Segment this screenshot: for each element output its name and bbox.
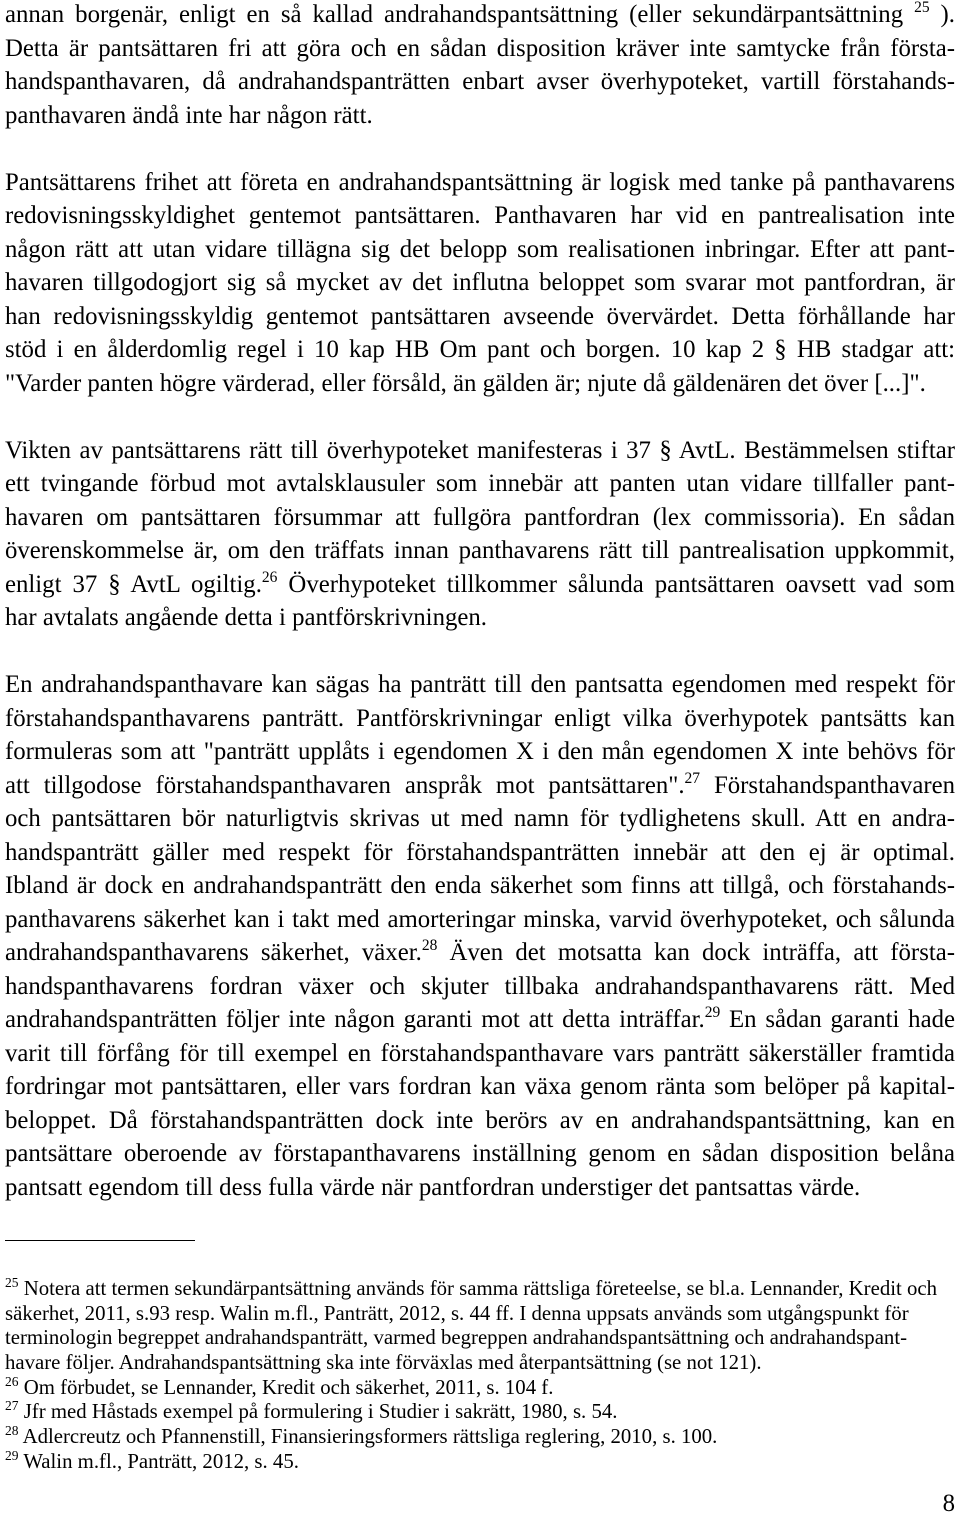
body-line: han redovisningsskyldig gentemot pantsättaren avseende övervärdet. Detta förhållande har [5, 302, 955, 330]
body-line: varit till förfång för till exempel en förstahandspanthavare vars panträtt säkerställer framtida [5, 1039, 955, 1067]
footnote-text: Om förbudet, se Lennander, Kredit och säkerhet, 2011, s. 104 f. [23, 1375, 554, 1399]
footnote-26 [5, 1373, 955, 1401]
footnote-ref-25: 25 [914, 0, 930, 16]
paragraph-4 [5, 668, 955, 1204]
paragraph-2 [5, 166, 955, 401]
body-line [5, 936, 955, 970]
body-line: fordringar mot pantsättaren, eller vars fordran kan växa genom ränta som belöper på kapital- [5, 1073, 955, 1100]
body-line: handspanthavarens fordran växer och skjuter tillbaka andrahandspanthavarens rätt. Med [5, 972, 955, 1000]
line-text: andrahandspanthavarens säkerhet, växer. [5, 939, 422, 966]
page-number: 8 [942, 1490, 955, 1517]
body-line [5, 1003, 955, 1037]
footnote-ref-26: 26 [261, 568, 278, 586]
body-line: havaren om pantsättaren försummar att fullgöra pantfordran (lex commissoria). En sådan [5, 503, 955, 531]
footnote-28 [5, 1425, 955, 1450]
footnote-number: 25 [5, 1275, 19, 1290]
body-line: havaren tillgodogjort sig så mycket av det influtna beloppet som svarar mot pantfordran, är [5, 269, 955, 296]
line-text: annan borgenär, enligt en så kallad andrahandspantsättning (eller sekundärpantsättning [5, 1, 915, 28]
body-line [5, 769, 955, 803]
footnote-27 [5, 1400, 955, 1425]
body-line: handspanthavaren, då andrahandspanträtten enbart avser överhypoteket, vartill förstahands- [5, 68, 955, 95]
footnote-separator [5, 1240, 195, 1241]
footnote-25 [5, 1277, 955, 1376]
body-line: förstahandspanthavarens panträtt. Pantförskrivningar enligt vilka överhypotek pantsätts kan [5, 704, 955, 732]
line-text: andrahandspanträtten följer inte någon garanti mot att detta inträffar. [5, 1006, 705, 1033]
line-text: ). [929, 1, 956, 28]
body-line: har avtalats angående detta i pantförskrivningen. [5, 604, 487, 631]
line-text: Även det motsatta kan dock inträffa, att första- [437, 939, 955, 966]
body-line: Vikten av pantsättarens rätt till överhypoteket manifesteras i 37 § AvtL. Bestämmelsen stiftar [5, 436, 955, 464]
line-text: Överhypoteket tillkommer sålunda pantsättaren oavsett vad som [277, 570, 955, 598]
body-line: stöd i en ålderdomlig regel i 10 kap HB Om pant och borgen. 10 kap 2 § HB stadgar att: [5, 336, 955, 363]
footnote-line [5, 1425, 955, 1450]
body-line: En andrahandspanthavare kan sägas ha panträtt till den pantsatta egendomen med respekt för [5, 671, 955, 698]
body-line: ett tvingande förbud mot avtalsklausuler som innebär att panten utan vidare tillfaller pant- [5, 470, 955, 497]
footnote-number: 27 [5, 1398, 19, 1414]
body-line: pantsatt egendom till dess fulla värde när pantfordran understiger det pantsattas värde. [5, 1173, 861, 1201]
body-line: formuleras som att "panträtt upplåts i egendomen X i den mån egendomen X inte behövs för [5, 738, 955, 765]
footnote-text: Walin m.fl., Panträtt, 2012, s. 45. [23, 1449, 299, 1473]
body-line: Detta är pantsättaren fri att göra och en sådan disposition kräver inte samtycke från första- [5, 34, 955, 62]
body-line: panthavaren ändå inte har någon rätt. [5, 101, 373, 129]
footnote-ref-28: 28 [421, 937, 438, 954]
body-line: någon rätt att utan vidare tillägna sig det belopp som realisationen inbringar. Efter att pant- [5, 235, 955, 263]
footnote-ref-27: 27 [684, 769, 701, 787]
footnote-line [5, 1373, 955, 1401]
paragraph-3 [5, 434, 955, 635]
footnote-line: säkerhet, 2011, s.93 resp. Walin m.fl., Panträtt, 2012, s. 44 ff. I denna uppsats används som utgångspunkt för [5, 1301, 909, 1325]
footnote-line: havare följer. Andrahandspantsättning ska inte förväxlas med återpantsättning (se not 121). [5, 1351, 762, 1375]
line-text: Förstahandspanthavaren [700, 771, 955, 799]
body-line: redovisningsskyldighet gentemot pantsättaren. Panthavaren har vid en pantrealisation inte [5, 202, 955, 229]
footnote-text: Adlercreutz och Pfannenstill, Finansieringsformers rättsliga reglering, 2010, s. 100. [22, 1425, 718, 1449]
line-text: En sådan garanti hade [720, 1006, 955, 1033]
footnote-text: Notera att termen sekundärpantsättning används för samma rättsliga företeelse, se bl.a. Lennander, Kredit och [23, 1277, 938, 1300]
body-line: Pantsättarens frihet att företa en andrahandspantsättning är logisk med tanke på panthavarens [5, 168, 955, 196]
main-text [5, 0, 955, 1238]
footnote-line [5, 1447, 955, 1475]
footnote-number: 28 [5, 1423, 19, 1439]
paragraph-1 [5, 0, 955, 132]
body-line: överenskommelse är, om den träffats innan panthavarens rätt till pantrealisation uppkommit, [5, 537, 955, 564]
body-line: beloppet. Då förstahandspanträtten dock inte berörs av en andrahandspantsättning, kan en [5, 1106, 955, 1134]
footnote-line: terminologin begreppet andrahandspanträtt, varmed begreppen andrahandspantsättning och andrahandspant- [5, 1326, 908, 1350]
body-line: pantsättare oberoende av förstapanthavarens inställning genom en sådan disposition belåna [5, 1140, 955, 1167]
footnote-line [5, 1400, 955, 1425]
footnote-29 [5, 1447, 955, 1475]
footnotes [5, 1277, 955, 1475]
body-line: "Varder panten högre värderad, eller försåld, än gälden är; njute då gäldenären det över [...]". [5, 369, 926, 397]
body-line: och pantsättaren bör naturligtvis skrivas ut med namn för tydlighetens skull. Att en andra- [5, 805, 955, 832]
body-line [5, 568, 955, 602]
footnote-number: 26 [5, 1373, 19, 1389]
footnote-number: 29 [5, 1447, 19, 1463]
footnote-text: Jfr med Håstads exempel på formulering i Studier i sakrätt, 1980, s. 54. [23, 1400, 618, 1424]
body-line: panthavarens säkerhet kan i takt med amorteringar minska, varvid överhypoteket, och sålunda [5, 905, 955, 933]
footnote-line [5, 1277, 955, 1302]
line-text: att tillgodose förstahandspanthavaren anspråk mot pantsättaren". [5, 771, 685, 799]
body-line [5, 0, 955, 32]
footnote-ref-29: 29 [704, 1004, 721, 1021]
line-text: enligt 37 § AvtL ogiltig. [5, 570, 262, 598]
body-line: handspanträtt gäller med respekt för förstahandspanträtten innebär att den ej är optimal. [5, 838, 955, 866]
body-line: Ibland är dock en andrahandspanträtt den enda säkerhet som finns att tillgå, och förstahands- [5, 872, 955, 899]
